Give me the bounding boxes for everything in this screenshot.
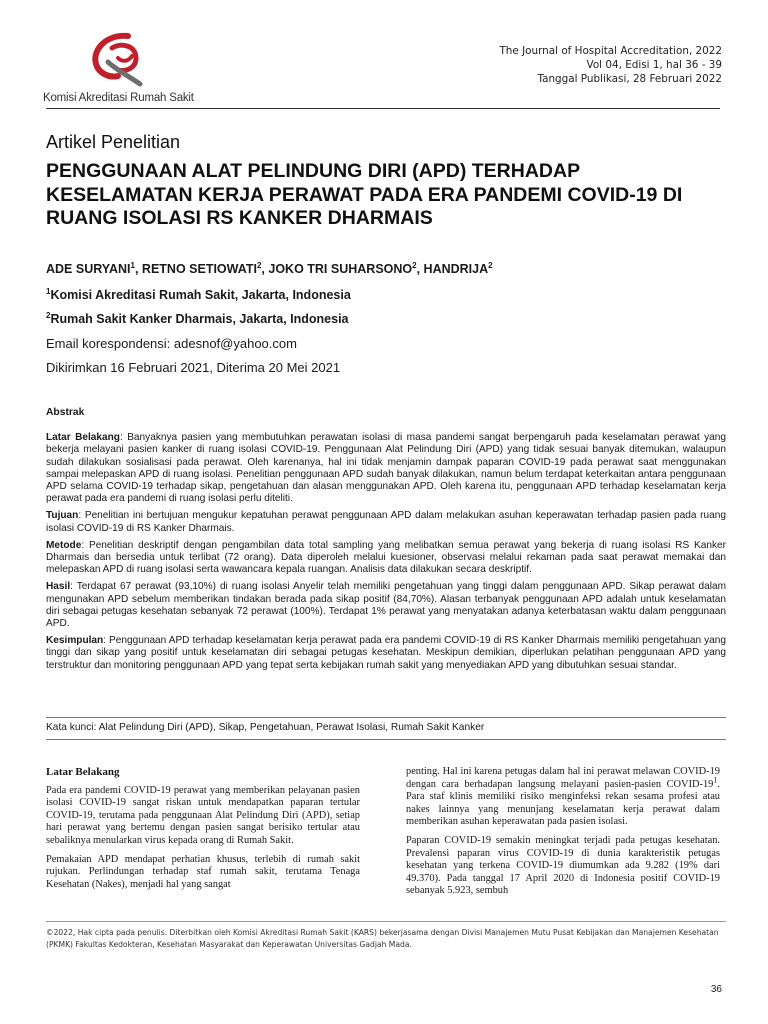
article-type: Artikel Penelitian (46, 132, 181, 152)
copyright-notice: ©2022, Hak cipta pada penulis. Diterbitkan oleh Komisi Akreditasi Rumah Sakit (KARS) bekerjasama dengan Divisi Manajemen Mutu Pusat Kebijakan dan Manajemen Kesehatan (PKMK) Fakultas Kedokteran, Kesehatan Masyarakat dan Keperawatan Universitas Gadjah Mada. (46, 928, 719, 949)
body-column-right (406, 766, 720, 898)
body-column-left (46, 766, 360, 891)
abstract (46, 407, 726, 677)
body-paragraph: penting. Hal ini karena petugas dalam hal ini perawat melawan COVID-19 dengan cara berhadapan langsung melayani pasien-pasien COVID-$19^1$. Para staf klinis memiliki risiko menginfeksi rekan sesama profesi atau nakes lainnya yang menunjang keselamatan kerja perawat dalam memberikan asuhan keperawatan pada pasien isolasi. (406, 766, 720, 828)
abstract-background: Latar Belakang: Banyaknya pasien yang membutuhkan perawatan isolasi di masa pandemi sangat berpengaruh pada keselamatan perawat yang bekerja melayani pasien kanker di ruang isolasi COVID-19. Penggunaan Alat Pelindung Diri (APD) yang tidak sesuai banyak ditemukan, walaupun sudah dilakukan sosialisasi pada perawat. Oleh karenanya, hal ini tidak menjamin dampak paparan COVID-19 pada perawat saat menggunakan sampai melepaskan APD di ruang isolasi. Penelitian penggunaan APD sudah banyak dilakukan, namun belum terdapat keterkaitan antara penggunaan APD selama COVID-19 terhadap sikap, pengetahuan dan alasan menggunakan APD. Oleh karena itu, penggunaan APD terhadap keselamatan kerja perawat pada era pandemi di ruang isolasi perlu diteliti. (46, 432, 726, 505)
author: HANDRIJA$^2$ (423, 260, 493, 276)
abstract-conclusion: Kesimpulan: Penggunaan APD terhadap keselamatan kerja perawat pada era pandemi COVID-19 di RS Kanker Dharmais memiliki pengetahuan yang tinggi dan sikap yang positif untuk keselamatan diri sebagai petugas kesehatan. Meskipun demikian, diperlukan pelatihan penggunaan APD yang terstruktur dan monitoring penggunaan APD yang tepat serta kebijakan rumah sakit yang menyediakan APD yang dibutuhkan sesuai standar. (46, 635, 726, 671)
affiliation-1: $^1$Komisi Akreditasi Rumah Sakit, Jakarta, Indonesia (46, 286, 351, 302)
author: ADE SURYANI$^1$, (46, 260, 142, 276)
section-heading: Latar Belakang (46, 766, 120, 778)
keywords-rule-bottom (46, 739, 726, 740)
keywords: Kata kunci: Alat Pelindung Diri (APD), Sikap, Pengetahuan, Perawat Isolasi, Rumah Sakit Kanker (46, 722, 485, 733)
abstract-aim: Tujuan: Penelitian ini bertujuan mengukur kepatuhan perawat penggunaan APD dalam melakukan asuhan keperawatan terhadap pasien pada ruang isolasi COVID-19 di RS Kanker Dharmais. (46, 510, 726, 534)
body-paragraph: Pemakaian APD mendapat perhatian khusus, terlebih di rumah sakit rujukan. Perlindungan terhadap staf rumah sakit, terutama Tenaga Kesehatan (Nakes), menjadi hal yang sangat (46, 853, 360, 890)
body-paragraph: Paparan COVID-19 semakin meningkat terjadi pada petugas kesehatan. Prevalensi paparan virus COVID-19 di dunia karakteristik petugas kesehatan yang terkena COVID-19 diumumkan ada 9.282 (19% dari 49.370). Pada tanggal 17 April 2020 di Indonesia positif COVID-19 sebanyak 5.923, sembuh (406, 834, 720, 897)
submission-dates: Dikirimkan 16 Februari 2021, Diterima 20 Mei 2021 (46, 360, 341, 375)
footer-divider (46, 921, 726, 922)
publication-date: Tanggal Publikasi, 28 Februari 2022 (537, 73, 722, 85)
journal-info (499, 44, 722, 86)
affiliation-2: $^2$Rumah Sakit Kanker Dharmais, Jakarta, Indonesia (46, 310, 349, 326)
body-paragraph: Pada era pandemi COVID-19 perawat yang memberikan pelayanan pasien isolasi COVID-19 sangat riskan untuk mendapatkan paparan tertular COVID-19, terutama pada penggunaan Alat Pelindung Diri (APD), setiap hari perawat yang bertemu dengan pasien sangat berisiko tertular atau sebaliknya menularkan virus kepada orang di Rumah Sakit. (46, 784, 360, 846)
abstract-results: Hasil: Terdapat 67 perawat (93,10%) di ruang isolasi Anyelir telah memiliki pengetahuan yang tinggi dalam penggunaan APD. Sikap perawat dalam mengunakan APD sebelum memberikan tindakan berada pada sikap positif (84,70%). Alasan terbanyak penggunaan APD adalah untuk keselamatan diri sebagai petugas kesehatan sebanyak 72 perawat (100%). Terdapat 1% perawat yang menyatakan adanya keterbatasan waktu dalam penggunaan APD. (46, 581, 726, 630)
author-list (46, 262, 493, 276)
header-divider (46, 108, 720, 109)
abstract-heading: Abstrak (46, 407, 85, 418)
author: JOKO TRI SUHARSONO$^2$, (268, 260, 424, 276)
page-number: 36 (710, 984, 722, 995)
journal-volume: Vol 04, Edisi 1, hal 36 - 39 (586, 59, 722, 71)
kars-logo (43, 32, 203, 112)
keywords-rule-top (46, 717, 726, 718)
journal-name: The Journal of Hospital Accreditation, 2022 (499, 45, 722, 57)
abstract-method: Metode: Penelitian deskriptif dengan pengambilan data total sampling yang melibatkan semua perawat yang bekerja di ruang isolasi RS Kanker Dharmais dan bersedia untuk terlibat (72 orang). Data diperoleh melalui kuesioner, observasi melalui rekaman pada saat perawat memakai dan melepaskan APD di ruang isolasi serta wawancara kepala ruangan. Analisis data dilakukan secara deskriptif. (46, 539, 726, 576)
article-title: PENGGUNAAN ALAT PELINDUNG DIRI (APD) TERHADAP KESELAMATAN KERJA PERAWAT PADA ERA PANDEMI COVID-19 DI RUANG ISOLASI RS KANKER DHARMAIS (46, 160, 683, 229)
citation: 1 (713, 775, 718, 785)
correspondence-email: Email korespondensi: adesnof@yahoo.com (46, 336, 297, 351)
author: RETNO SETIOWATI$^2$, (141, 260, 269, 276)
org-name: Komisi Akreditasi Rumah Sakit (43, 92, 194, 104)
kars-logo-icon (88, 32, 152, 88)
